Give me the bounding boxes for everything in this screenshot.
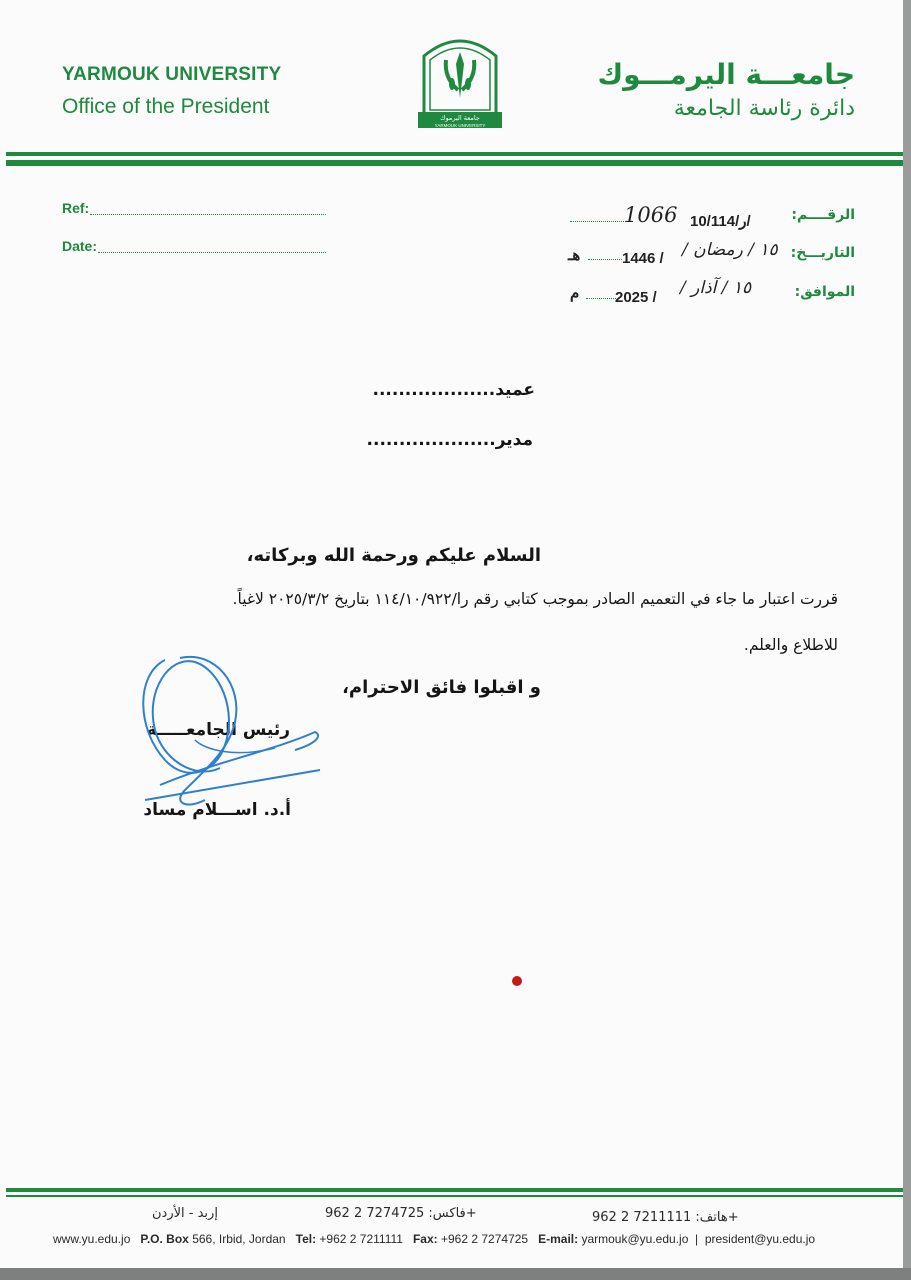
addressee-dean: عميد................... [372, 380, 535, 400]
ref-label: Ref: [62, 200, 90, 216]
ref-handwritten-number: 1066 [624, 203, 678, 227]
scan-edge-bottom [0, 1268, 911, 1280]
footer-rule [6, 1188, 903, 1192]
signature-title: رئيس الجامعـــــة [146, 720, 290, 740]
hijri-dotted-line [588, 259, 622, 260]
date-label-ar: التاريـــخ: [790, 245, 855, 261]
university-logo-icon [416, 34, 504, 130]
footer-tel-label: Tel: [295, 1232, 317, 1246]
greg-dotted-line [586, 298, 616, 299]
footer-address-ar: إربد - الأردن [152, 1206, 218, 1221]
signature-name: أ.د. اســـلام مساد [143, 800, 291, 820]
ref-value: ر/10/114/ [690, 213, 751, 230]
signature-scribble [125, 650, 340, 825]
hijri-year: 1446 / [622, 250, 664, 267]
footer-fax-ar: فاكس: 7274725 2 962+ [325, 1206, 477, 1221]
ref-ar-dotted-line [570, 221, 626, 222]
body-line-1: قررت اعتبار ما جاء في التعميم الصادر بموجب كتابي رقم را/١١٤/١٠/٩٢٢ بتاريخ ٢٠٢٥/٣/٢ لاغياً. [232, 590, 838, 608]
date-dotted-line [98, 252, 326, 253]
hijri-handwritten-date: ١٥ / رمضان / [682, 240, 778, 260]
scan-edge-right [903, 0, 911, 1280]
greg-suffix: م [570, 285, 580, 302]
ref-label-ar: الرقــــم: [791, 207, 855, 223]
university-name-ar: جامعـــة اليرمـــوك [597, 58, 855, 91]
footer-rule-thin [6, 1195, 903, 1197]
footer-pobox: 566, Irbid, Jordan [192, 1232, 286, 1246]
greeting: السلام عليكم ورحمة الله وبركاته، [246, 545, 541, 566]
footer-website[interactable]: www.yu.edu.jo [53, 1232, 131, 1246]
corresponding-label-ar: الموافق: [794, 284, 855, 300]
footer-email-1[interactable]: yarmouk@yu.edu.jo [581, 1232, 689, 1246]
footer-phone-ar: هاتف: 7211111 2 962+ [592, 1210, 739, 1225]
header-rule-thick [6, 160, 903, 166]
date-label: Date: [62, 238, 98, 254]
footer-line-en: www.yu.edu.jo P.O. Box 566, Irbid, Jordan Tel: +962 2 7211111 Fax: +962 2 7274725 E-mail: yarmouk@yu.edu.jo | president@yu.edu.jo [53, 1232, 816, 1246]
hijri-suffix: هـ [568, 247, 581, 264]
red-mark [512, 976, 522, 986]
footer-tel: +962 2 7211111 [319, 1232, 403, 1246]
greg-handwritten-date: ١٥ / آذار / [680, 278, 752, 298]
office-name-en: Office of the President [62, 95, 270, 118]
footer-email-2[interactable]: president@yu.edu.jo [704, 1232, 816, 1246]
footer-email-label: E-mail: [538, 1232, 579, 1246]
addressee-director: مدير.................... [366, 430, 533, 450]
university-name-en: YARMOUK UNIVERSITY [62, 64, 282, 85]
logo-text-en: YARMOUK UNIVERSITY [434, 123, 486, 128]
footer-pobox-label: P.O. Box [140, 1232, 189, 1246]
ref-dotted-line [90, 214, 326, 215]
footer-fax-label: Fax: [412, 1232, 438, 1246]
body-line-2: للاطلاع والعلم. [743, 636, 838, 654]
logo-text-ar: جامعة اليرموك [440, 114, 480, 122]
greg-year: 2025 / [615, 289, 657, 306]
header-rule [6, 152, 903, 156]
office-name-ar: دائرة رئاسة الجامعة [673, 96, 855, 121]
footer-fax: +962 2 7274725 [441, 1232, 529, 1246]
closing: و اقبلوا فائق الاحترام، [342, 677, 541, 698]
